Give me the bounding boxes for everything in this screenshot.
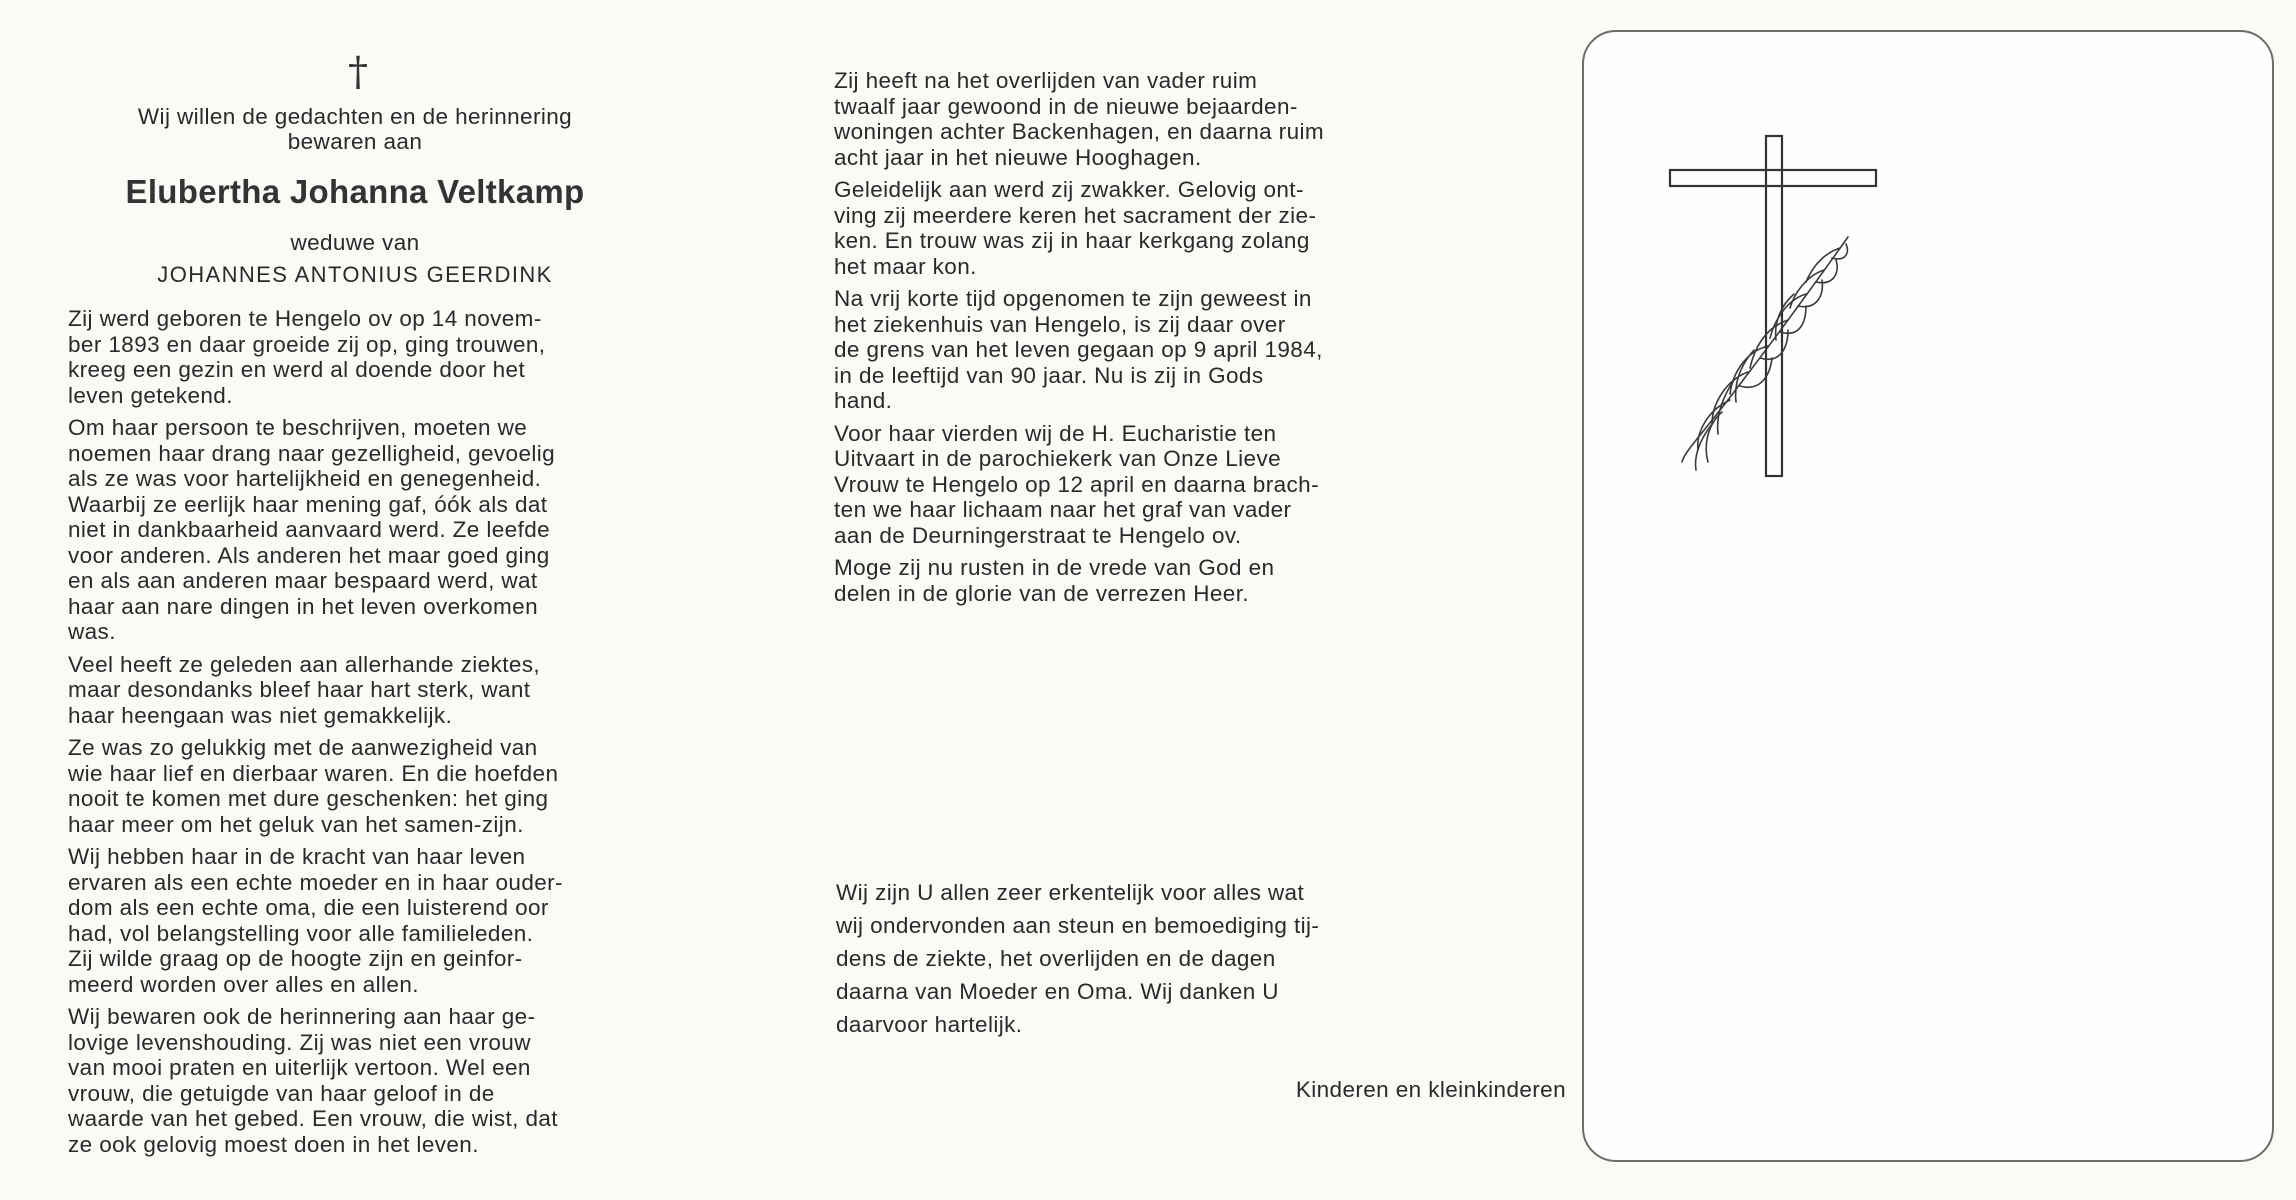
paragraph: Geleidelijk aan werd zij zwakker. Gelovig ont- ving zij meerdere keren het sacrament der zie- ken. En trouw was zij in haar kerkgang zolang het maar kon. [834,177,1317,279]
widow-label: weduwe van [290,230,420,255]
paragraph: Zij werd geboren te Hengelo ov op 14 novem- ber 1893 en daar groeide zij op, ging trouwen, kreeg een gezin en werd al doende door het leven getekend. [68,306,546,408]
thanks-text [836,876,1438,1048]
paragraph: Voor haar vierden wij de H. Eucharistie ten Uitvaart in de parochiekerk van Onze Lieve Vrouw te Hengelo op 12 april en daarna brach- ten we haar lichaam naar het graf van vader aan de Deurningerstraat te Hengelo ov. [834,420,1319,548]
cross-icon: † [348,49,368,95]
paragraph: Om haar persoon te beschrijven, moeten we noemen haar drang naar gezelligheid, gevoelig als ze was voor hartelijkheid en genegenheid. Waarbij ze eerlijk haar mening gaf, óók als dat niet in dankbaarheid aanvaard werd. Ze leefde voor anderen. Als anderen het maar goed ging en als aan anderen maar bespaard werd, wat haar aan nare dingen in het leven overkomen was. [68,415,556,644]
cross-icon [1670,136,1876,476]
paragraph: Zij heeft na het overlijden van vader ruim twaalf jaar gewoond in de nieuwe bejaarden- woningen achter Backenhagen, en daarna ruim acht jaar in het nieuwe Hooghagen. [834,68,1325,170]
paragraph: Wij hebben haar in de kracht van haar leven ervaren als een echte moeder en in haar ouder- dom als een echte oma, die een luisterend oor had, vol belangstelling voor alle familieleden. Zij wilde graag op de hoogte zijn en geinfor- meerd worden over alles en allen. [68,844,563,997]
paragraph: Ze was zo gelukkig met de aanwezigheid van wie haar lief en dierbaar waren. En die hoefden nooit te komen met dure geschenken: het ging haar meer om het geluk van het samen-zijn. [68,735,559,837]
paragraph: Na vrij korte tijd opgenomen te zijn geweest in het ziekenhuis van Hengelo, is zij daar over de grens van het leven gegaan op 9 april 1984, in de leeftijd van 90 jaar. Nu is zij in Gods hand. [834,286,1323,413]
memorial-card [1582,30,2274,1162]
paragraph: Wij zijn U allen zeer erkentelijk voor alles wat wij ondervonden aan steun en bemoediging tij- dens de ziekte, het overlijden en de dagen daarna van Moeder en Oma. Wij danken U daarvoor hartelijk. [836,880,1320,1037]
continuation-text [834,68,1436,613]
biography-text [68,306,670,1164]
card-illustration [1584,32,2272,1160]
intro-text: Wij willen de gedachten en de herinnering bewaren aan [137,104,573,154]
paragraph: Veel heeft ze geleden aan allerhande ziektes, maar desondanks bleef haar hart sterk, want haar heengaan was niet gemakkelijk. [68,651,541,728]
paragraph: Moge zij nu rusten in de vrede van God en delen in de glorie van de verrezen Heer. [834,555,1275,606]
deceased-name: Elubertha Johanna Veltkamp [125,173,585,210]
husband-name: JOHANNES ANTONIUS GEERDINK [157,262,553,287]
left-page [0,0,760,1200]
paragraph: Wij bewaren ook de herinnering aan haar ge- lovige levenshouding. Zij was niet een vrouw van mooi praten en uiterlijk vertoon. Wel een vrouw, die getuigde van haar geloof in de waarde van het gebed. Een vrouw, die wist, dat ze ook gelovig moest doen in het leven. [68,1004,558,1157]
signature: Kinderen en kleinkinderen [1295,1077,1566,1102]
